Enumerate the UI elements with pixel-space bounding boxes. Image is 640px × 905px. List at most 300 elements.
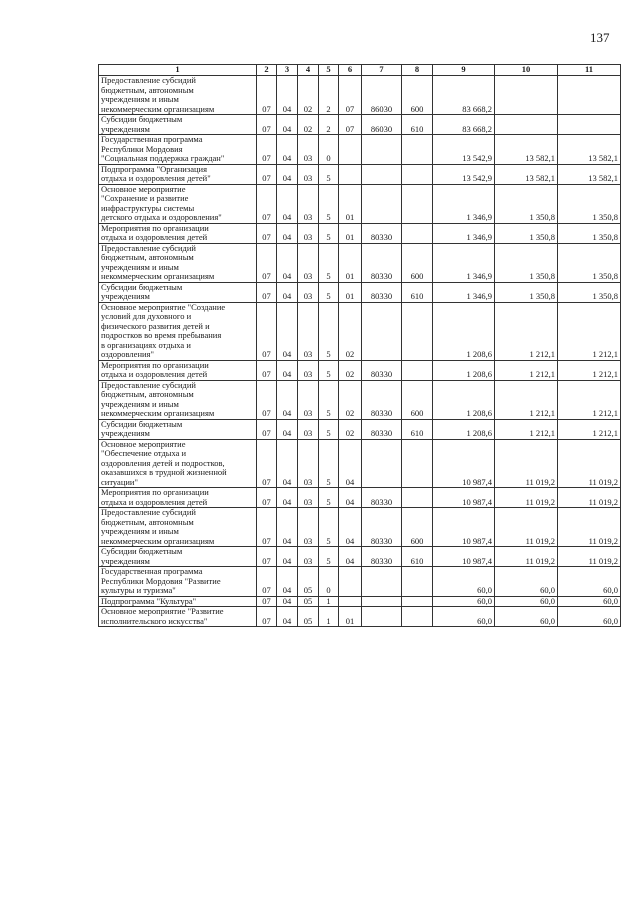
cell-text: 1 350,8: [592, 271, 618, 281]
subsection-code-cell: [277, 567, 298, 597]
expense-type-cell: [402, 380, 433, 419]
cell-text: 1 208,6: [466, 349, 492, 359]
amount-year1-cell: [433, 135, 495, 165]
cell-text: 03: [303, 153, 313, 163]
cell-text: 86030: [370, 103, 393, 114]
expense-type-cell: [402, 282, 433, 302]
cell-text: 04: [282, 595, 292, 606]
cell-text: 07: [345, 123, 355, 134]
row-name-cell: [99, 607, 257, 627]
cell-text: 03: [303, 428, 313, 438]
cell-text: 13 582,1: [525, 173, 555, 183]
cell-text: 10 987,4: [462, 555, 492, 566]
row-name-cell: [99, 596, 257, 607]
cell-text: 01: [345, 212, 355, 222]
cell-text: 80330: [370, 428, 393, 438]
cell-text: 07: [262, 103, 271, 114]
amount-year2-cell: [495, 607, 558, 627]
cell-text: 5: [326, 232, 331, 242]
amount-year1-cell: [433, 380, 495, 419]
program-code-cell: [298, 488, 319, 508]
subsection-code-cell: [277, 360, 298, 380]
amount-year1-cell: [433, 439, 495, 488]
cell-text: 610: [410, 555, 424, 566]
cell-text: 60,0: [603, 595, 618, 606]
cell-text: 11 019,2: [588, 476, 618, 487]
amount-year3-cell: [558, 439, 621, 488]
measure-code-cell: [339, 419, 362, 439]
cell-text: 60,0: [540, 615, 555, 626]
expense-type-cell: [402, 164, 433, 184]
direction-code-cell: [362, 508, 402, 547]
cell-text: 04: [282, 555, 292, 566]
cell-text: 04: [282, 103, 292, 114]
subprogram-code-cell: [319, 115, 339, 135]
program-code-cell: [298, 282, 319, 302]
cell-text: 2: [326, 103, 331, 114]
expense-type-cell: [402, 596, 433, 607]
measure-code-cell: [339, 223, 362, 243]
cell-text: 07: [262, 349, 271, 359]
cell-text: 1 212,1: [529, 408, 555, 418]
table-body: [99, 76, 621, 627]
cell-text: 11 019,2: [588, 496, 618, 507]
measure-code-cell: [339, 596, 362, 607]
cell-text: 60,0: [477, 595, 492, 606]
subsection-code-cell: [277, 164, 298, 184]
cell-text: 04: [345, 555, 355, 566]
measure-code-cell: [339, 488, 362, 508]
cell-text: 02: [345, 369, 355, 379]
amount-year3-cell: [558, 488, 621, 508]
amount-year2-cell: [495, 76, 558, 115]
cell-text: 1 346,9: [466, 232, 492, 242]
amount-year3-cell: [558, 380, 621, 419]
table-row: [99, 184, 621, 223]
expense-type-cell: [402, 223, 433, 243]
cell-text: 610: [410, 428, 424, 438]
measure-code-cell: [339, 380, 362, 419]
subsection-code-cell: [277, 223, 298, 243]
cell-text: 07: [262, 291, 271, 301]
section-code-cell: [257, 223, 277, 243]
subprogram-code-cell: [319, 135, 339, 165]
subprogram-code-cell: [319, 508, 339, 547]
table-row: [99, 596, 621, 607]
direction-code-cell: [362, 380, 402, 419]
cell-text: 05: [303, 595, 313, 606]
cell-text: 1 346,9: [466, 291, 492, 301]
cell-text: 03: [303, 291, 313, 301]
program-code-cell: [298, 302, 319, 360]
amount-year2-cell: [495, 164, 558, 184]
cell-text: 60,0: [477, 615, 492, 626]
subprogram-code-cell: [319, 380, 339, 419]
cell-text: 07: [262, 585, 271, 595]
table-row: [99, 76, 621, 115]
row-name-cell: [99, 547, 257, 567]
program-code-cell: [298, 380, 319, 419]
header-cell: 11: [558, 65, 621, 76]
row-name-cell: [99, 508, 257, 547]
cell-text: 1 350,8: [592, 232, 618, 242]
cell-text: 1 346,9: [466, 212, 492, 222]
cell-text: 610: [410, 123, 424, 134]
cell-text: 80330: [370, 555, 393, 566]
amount-year3-cell: [558, 302, 621, 360]
amount-year3-cell: [558, 184, 621, 223]
cell-text: 1: [326, 595, 331, 606]
expense-type-cell: [402, 76, 433, 115]
subsection-code-cell: [277, 508, 298, 547]
cell-text: 03: [303, 535, 313, 546]
measure-code-cell: [339, 547, 362, 567]
subprogram-code-cell: [319, 76, 339, 115]
section-code-cell: [257, 360, 277, 380]
cell-text: Мероприятия по организации отдыха и оздоровления детей: [101, 487, 209, 507]
subsection-code-cell: [277, 184, 298, 223]
cell-text: 07: [262, 271, 271, 281]
subsection-code-cell: [277, 607, 298, 627]
cell-text: 02: [303, 103, 313, 114]
program-code-cell: [298, 547, 319, 567]
subprogram-code-cell: [319, 302, 339, 360]
amount-year3-cell: [558, 282, 621, 302]
section-code-cell: [257, 547, 277, 567]
amount-year3-cell: [558, 135, 621, 165]
cell-text: Субсидии бюджетным учреждениям: [101, 418, 183, 438]
measure-code-cell: [339, 184, 362, 223]
subprogram-code-cell: [319, 596, 339, 607]
cell-text: Основное мероприятие "Обеспечение отдыха и оздоровления детей и подростков, оказавшихся в трудной жизненной ситуации": [101, 438, 227, 487]
page-number: 137: [590, 30, 610, 45]
measure-code-cell: [339, 115, 362, 135]
program-code-cell: [298, 115, 319, 135]
section-code-cell: [257, 184, 277, 223]
cell-text: 04: [282, 291, 292, 301]
table-header-row: [99, 65, 621, 76]
amount-year2-cell: [495, 135, 558, 165]
row-name-cell: [99, 135, 257, 165]
section-code-cell: [257, 380, 277, 419]
subsection-code-cell: [277, 243, 298, 282]
cell-text: 5: [326, 496, 331, 507]
row-name-cell: [99, 439, 257, 488]
cell-text: 04: [345, 496, 355, 507]
cell-text: 11 019,2: [525, 555, 555, 566]
cell-text: 04: [282, 585, 292, 595]
cell-text: 03: [303, 173, 313, 183]
header-cell: 9: [433, 65, 495, 76]
program-code-cell: [298, 419, 319, 439]
direction-code-cell: [362, 607, 402, 627]
cell-text: 02: [345, 428, 355, 438]
subprogram-code-cell: [319, 607, 339, 627]
expense-type-cell: [402, 508, 433, 547]
measure-code-cell: [339, 135, 362, 165]
cell-text: 5: [326, 476, 331, 487]
cell-text: 03: [303, 496, 313, 507]
header-cell: 2: [257, 65, 277, 76]
expense-type-cell: [402, 135, 433, 165]
amount-year2-cell: [495, 115, 558, 135]
cell-text: 600: [410, 535, 424, 546]
cell-text: 5: [326, 291, 331, 301]
subsection-code-cell: [277, 419, 298, 439]
amount-year1-cell: [433, 243, 495, 282]
cell-text: 04: [345, 535, 355, 546]
table-row: [99, 282, 621, 302]
cell-text: 1 208,6: [466, 408, 492, 418]
measure-code-cell: [339, 360, 362, 380]
subsection-code-cell: [277, 547, 298, 567]
table-row: [99, 419, 621, 439]
direction-code-cell: [362, 360, 402, 380]
cell-text: 01: [345, 271, 355, 281]
amount-year1-cell: [433, 282, 495, 302]
budget-table: [98, 64, 621, 627]
cell-text: 1 350,8: [529, 271, 555, 281]
row-name-cell: [99, 419, 257, 439]
cell-text: 1 212,1: [529, 428, 555, 438]
cell-text: 83 668,2: [462, 123, 492, 134]
direction-code-cell: [362, 547, 402, 567]
subsection-code-cell: [277, 282, 298, 302]
row-name-cell: [99, 360, 257, 380]
table-row: [99, 302, 621, 360]
section-code-cell: [257, 439, 277, 488]
measure-code-cell: [339, 164, 362, 184]
measure-code-cell: [339, 302, 362, 360]
amount-year1-cell: [433, 547, 495, 567]
measure-code-cell: [339, 76, 362, 115]
amount-year3-cell: [558, 76, 621, 115]
amount-year1-cell: [433, 164, 495, 184]
header-cell: 8: [402, 65, 433, 76]
cell-text: 11 019,2: [525, 496, 555, 507]
section-code-cell: [257, 419, 277, 439]
cell-text: 2: [326, 123, 331, 134]
cell-text: 07: [262, 408, 271, 418]
table-row: [99, 223, 621, 243]
section-code-cell: [257, 282, 277, 302]
cell-text: Субсидии бюджетным учреждениям: [101, 114, 183, 134]
measure-code-cell: [339, 567, 362, 597]
cell-text: 80330: [370, 291, 393, 301]
amount-year2-cell: [495, 184, 558, 223]
cell-text: 10 987,4: [462, 476, 492, 487]
cell-text: Основное мероприятие "Развитие исполнительского искусства": [101, 606, 224, 626]
cell-text: 04: [282, 535, 292, 546]
cell-text: 1 212,1: [592, 349, 618, 359]
subprogram-code-cell: [319, 419, 339, 439]
subsection-code-cell: [277, 380, 298, 419]
table-row: [99, 439, 621, 488]
section-code-cell: [257, 607, 277, 627]
cell-text: Государственная программа Республики Мордовия "Социальная поддержка граждан": [101, 134, 225, 163]
cell-text: Мероприятия по организации отдыха и оздоровления детей: [101, 359, 209, 379]
direction-code-cell: [362, 184, 402, 223]
cell-text: 13 582,1: [588, 153, 618, 163]
cell-text: 80330: [370, 232, 393, 242]
header-cell: 6: [339, 65, 362, 76]
cell-text: 01: [345, 291, 355, 301]
cell-text: 07: [262, 153, 271, 163]
cell-text: 07: [262, 369, 271, 379]
table-row: [99, 164, 621, 184]
amount-year1-cell: [433, 115, 495, 135]
cell-text: 03: [303, 408, 313, 418]
amount-year1-cell: [433, 508, 495, 547]
direction-code-cell: [362, 567, 402, 597]
row-name-cell: [99, 282, 257, 302]
amount-year3-cell: [558, 508, 621, 547]
cell-text: 60,0: [603, 615, 618, 626]
measure-code-cell: [339, 607, 362, 627]
measure-code-cell: [339, 439, 362, 488]
header-cell: 3: [277, 65, 298, 76]
cell-text: 5: [326, 535, 331, 546]
cell-text: 03: [303, 349, 313, 359]
cell-text: Предоставление субсидий бюджетным, автономным учреждениям и иным некоммерческим организациям: [101, 507, 215, 546]
subprogram-code-cell: [319, 223, 339, 243]
cell-text: 1 212,1: [529, 369, 555, 379]
cell-text: 11 019,2: [588, 555, 618, 566]
measure-code-cell: [339, 243, 362, 282]
cell-text: 04: [345, 476, 355, 487]
cell-text: 1 350,8: [529, 291, 555, 301]
program-code-cell: [298, 135, 319, 165]
direction-code-cell: [362, 439, 402, 488]
cell-text: 11 019,2: [525, 535, 555, 546]
amount-year2-cell: [495, 360, 558, 380]
cell-text: 5: [326, 173, 331, 183]
row-name-cell: [99, 488, 257, 508]
direction-code-cell: [362, 76, 402, 115]
amount-year1-cell: [433, 488, 495, 508]
amount-year3-cell: [558, 567, 621, 597]
table-row: [99, 115, 621, 135]
expense-type-cell: [402, 419, 433, 439]
cell-text: 10 987,4: [462, 496, 492, 507]
subprogram-code-cell: [319, 243, 339, 282]
cell-text: 5: [326, 408, 331, 418]
table-row: [99, 243, 621, 282]
amount-year2-cell: [495, 596, 558, 607]
cell-text: Основное мероприятие "Сохранение и развитие инфраструктуры системы детского отдыха и оздоровления": [101, 183, 222, 222]
amount-year2-cell: [495, 243, 558, 282]
cell-text: 04: [282, 369, 292, 379]
section-code-cell: [257, 508, 277, 547]
cell-text: 1: [326, 615, 331, 626]
cell-text: 1 212,1: [592, 408, 618, 418]
measure-code-cell: [339, 282, 362, 302]
section-code-cell: [257, 596, 277, 607]
program-code-cell: [298, 567, 319, 597]
amount-year3-cell: [558, 547, 621, 567]
expense-type-cell: [402, 360, 433, 380]
direction-code-cell: [362, 223, 402, 243]
amount-year1-cell: [433, 607, 495, 627]
subsection-code-cell: [277, 439, 298, 488]
cell-text: 0: [326, 153, 331, 163]
cell-text: 80330: [370, 408, 393, 418]
amount-year2-cell: [495, 302, 558, 360]
subsection-code-cell: [277, 76, 298, 115]
expense-type-cell: [402, 115, 433, 135]
cell-text: 600: [410, 408, 424, 418]
expense-type-cell: [402, 567, 433, 597]
cell-text: 04: [282, 271, 292, 281]
program-code-cell: [298, 360, 319, 380]
cell-text: Предоставление субсидий бюджетным, автономным учреждениям и иным некоммерческим организациям: [101, 379, 215, 418]
cell-text: 80330: [370, 496, 393, 507]
row-name-cell: [99, 567, 257, 597]
header-cell: 7: [362, 65, 402, 76]
program-code-cell: [298, 596, 319, 607]
cell-text: 13 542,9: [462, 153, 492, 163]
cell-text: 07: [262, 496, 271, 507]
cell-text: 05: [303, 615, 313, 626]
header-cell: 4: [298, 65, 319, 76]
cell-text: 04: [282, 212, 292, 222]
section-code-cell: [257, 76, 277, 115]
expense-type-cell: [402, 302, 433, 360]
cell-text: Предоставление субсидий бюджетным, автономным учреждениям и иным некоммерческим организациям: [101, 75, 215, 114]
row-name-cell: [99, 115, 257, 135]
row-name-cell: [99, 302, 257, 360]
cell-text: 11 019,2: [588, 535, 618, 546]
cell-text: 11 019,2: [525, 476, 555, 487]
cell-text: 600: [410, 103, 424, 114]
subprogram-code-cell: [319, 184, 339, 223]
section-code-cell: [257, 115, 277, 135]
header-cell: 10: [495, 65, 558, 76]
cell-text: 07: [262, 595, 271, 606]
subprogram-code-cell: [319, 439, 339, 488]
subsection-code-cell: [277, 596, 298, 607]
expense-type-cell: [402, 184, 433, 223]
cell-text: 80330: [370, 271, 393, 281]
amount-year3-cell: [558, 360, 621, 380]
program-code-cell: [298, 223, 319, 243]
cell-text: 07: [262, 428, 271, 438]
cell-text: 04: [282, 123, 292, 134]
cell-text: 02: [345, 408, 355, 418]
direction-code-cell: [362, 488, 402, 508]
table-row: [99, 380, 621, 419]
subsection-code-cell: [277, 488, 298, 508]
cell-text: 1 212,1: [592, 369, 618, 379]
cell-text: 86030: [370, 123, 393, 134]
cell-text: 60,0: [603, 585, 618, 595]
amount-year3-cell: [558, 243, 621, 282]
expense-type-cell: [402, 439, 433, 488]
row-name-cell: [99, 76, 257, 115]
header-cell: 5: [319, 65, 339, 76]
row-name-cell: [99, 164, 257, 184]
row-name-cell: [99, 243, 257, 282]
cell-text: 610: [410, 291, 424, 301]
cell-text: Подпрограмма "Организация отдыха и оздоровления детей": [101, 163, 211, 183]
amount-year2-cell: [495, 508, 558, 547]
table-row: [99, 135, 621, 165]
cell-text: 01: [345, 232, 355, 242]
subsection-code-cell: [277, 302, 298, 360]
table-row: [99, 508, 621, 547]
cell-text: 0: [326, 585, 331, 595]
cell-text: 04: [282, 408, 292, 418]
